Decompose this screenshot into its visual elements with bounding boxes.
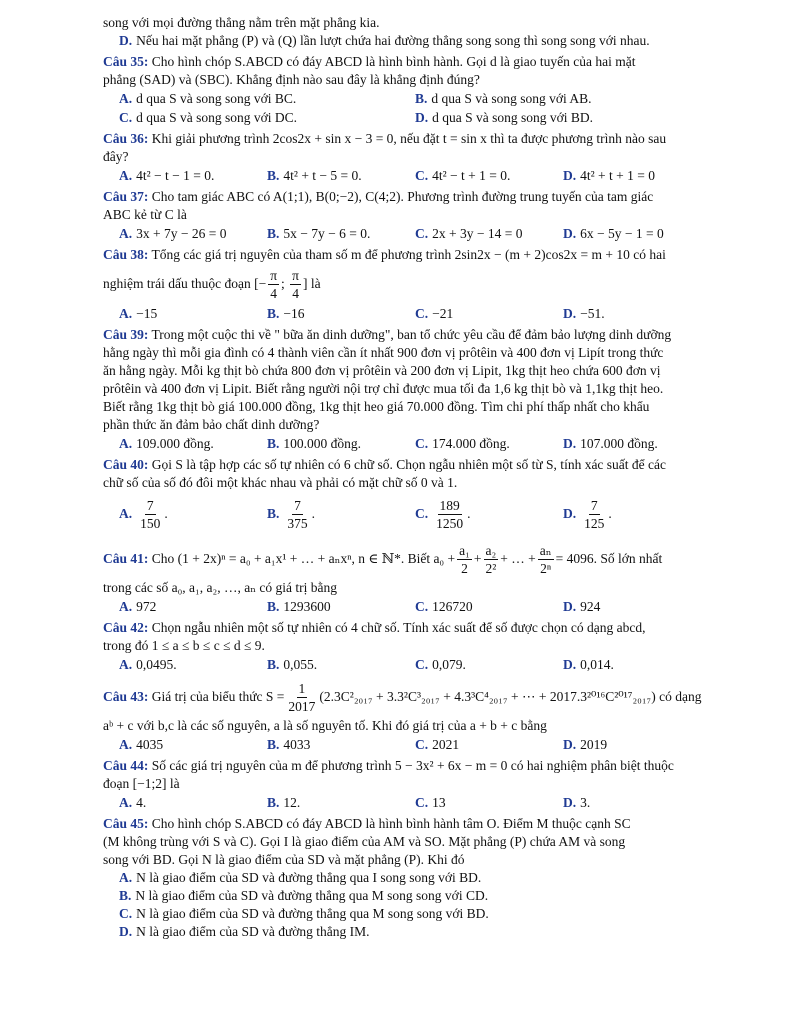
question-text-cont: song với BD. Gọi N là giao điểm của SD và mặt phẳng (P). Khi đó [103, 852, 465, 867]
question-42 [103, 619, 725, 674]
question-text: Cho hình chóp S.ABCD có đáy ABCD là hình bình hành. Gọi d là giao tuyến của hai mặt [151, 54, 636, 69]
option-a: A. 0,0495. [119, 657, 177, 672]
option-d: D. 924 [563, 599, 601, 614]
question-43: Câu 43: Giá trị của biểu thức S = $\frac{1}{2017}$ (2.3C²₂₀₁₇ + 3.3²C³₂₀₁₇ + 4.3³C⁴₂₀₁₇ + ⋯ + 2017.3²⁰¹⁶C²⁰¹⁷₂₀₁₇) có dạng aᵇ + c với b,c là các số nguyên, a là số nguyên tố. Khi đó giá trị của a + b + c bằng A. 4035 B. 4033 C. 2021 D. 2019 [103, 677, 725, 754]
question-39 [103, 326, 725, 453]
question-text-cont: ăn hằng ngày. Mỗi kg thịt bò chứa 800 đơn vị prôtêin và 200 đơn vị Lipit, 1kg thịt heo chứa 600 đơn vị [103, 363, 661, 378]
question-text-cont: trong các số a₀, a₁, a₂, …, aₙ có giá trị bằng [103, 580, 338, 595]
options-row [103, 735, 725, 754]
question-number: Câu 39: [103, 327, 149, 342]
question-44 [103, 757, 725, 812]
option-d: D. 4t² + t + 1 = 0 [563, 168, 656, 183]
option-d: D. $\frac{7}{125}$ . [563, 498, 612, 532]
option-a: A. 3x + 7y − 26 = 0 [119, 226, 227, 241]
exam-page [103, 14, 725, 941]
question-text-cont: đoạn [−1;2] là [103, 776, 180, 791]
option-b: B. 4t² + t − 5 = 0. [267, 168, 362, 183]
option-a: A. N là giao điểm của SD và đường thẳng qua I song song với BD. [119, 870, 482, 885]
question-text-cont: chữ số của số đó đôi một khác nhau và phải có mặt chữ số 0 và 1. [103, 475, 458, 490]
question-text-cont: hằng ngày thì mỗi gia đình có 4 thành viên cần ít nhất 900 đơn vị prôtêin và 400 đơn vị Lipít trong thức [103, 345, 664, 360]
option-c: C. 13 [415, 795, 446, 810]
question-text: Khi giải phương trình 2cos2x + sin x − 3 = 0, nếu đặt t = sin x thì ta được phương trình nào sau [151, 131, 667, 146]
question-41: Câu 41: Cho (1 + 2x)ⁿ = a₀ + a₁x¹ + … + aₙxⁿ, n ∈ ℕ*. Biết a₀ + $\frac{\text{a₁}}{2}$ + $\frac{\text{a₂}}{\text{2²}}$ + … + $\frac{\text{aₙ}}{\text{2ⁿ}}$ = 4096. Số lớn nhất trong các số a₀, a₁, a₂, …, aₙ có giá trị bằng A. 972 B. 1293600 C. 126720 D. 924 [103, 539, 725, 616]
option-d: D. 6x − 5y − 1 = 0 [563, 226, 664, 241]
option-b: B. $\frac{7}{375}$ . [267, 498, 316, 532]
option-c: C. 0,079. [415, 657, 466, 672]
options-row [103, 434, 725, 453]
option-c: C. N là giao điểm của SD và đường thẳng qua M song song với BD. [119, 906, 489, 921]
option-d: D. 2019 [563, 737, 608, 752]
question-text: Cho tam giác ABC có A(1;1), B(0;−2), C(4;2). Phương trình đường trung tuyến của tam giác [151, 189, 654, 204]
question-text-cont: aᵇ + c với b,c là các số nguyên, a là số nguyên tố. Khi đó giá trị của a + b + c bằng [103, 718, 547, 733]
question-text-cont: prôtêin và 400 đơn vị Lipit. Biết rằng người nội trợ chỉ được mua tối đa 1,6 kg thịt bò và 1,1kg thịt heo. [103, 381, 664, 396]
options-row [103, 166, 725, 185]
question-45 [103, 815, 725, 941]
option-c: C. $\frac{189}{1250}$ . [415, 498, 471, 532]
interval: [− $\frac{\pi}{4}$ ; $\frac{\pi}{4}$ ] [254, 268, 308, 302]
question-text: Trong một cuộc thi về " bữa ăn dinh dưỡng", ban tổ chức yêu cầu để đảm bảo lượng dinh dưỡng [151, 327, 672, 342]
option-b: B. 0,055. [267, 657, 318, 672]
option-d: D. d qua S và song song với BD. [415, 110, 594, 125]
options-row [103, 304, 725, 323]
option-a: A. 109.000 đồng. [119, 436, 214, 451]
question-38 [103, 246, 725, 323]
question-40 [103, 456, 725, 536]
question-36 [103, 130, 725, 185]
option-c: C. 174.000 đồng. [415, 436, 510, 451]
question-text: Tổng các giá trị nguyên của tham số m để phương trình 2sin2x − (m + 2)cos2x = m + 10 có hai [151, 247, 666, 262]
option-c: C. 4t² − t + 1 = 0. [415, 168, 511, 183]
question-number: Câu 40: [103, 457, 149, 472]
option-a: A. 4t² − t − 1 = 0. [119, 168, 215, 183]
question-text-cont: nghiệm trái dấu thuộc đoạn [− $\frac{\pi}{4}$ ; $\frac{\pi}{4}$ ] là [103, 268, 321, 302]
prev-question-tail: song với mọi đường thẳng nằm trên mặt phẳng kia. [103, 15, 380, 30]
option-a: A. −15 [119, 306, 158, 321]
question-text-cont: Biết rằng 1kg thịt bò giá 100.000 đồng, 1kg thịt heo giá 70.000 đồng. Tìm chi phí thấp nhất cho khẩu [103, 399, 650, 414]
option-text: Nếu hai mặt phẳng (P) và (Q) lần lượt chứa hai đường thẳng song song thì song song với nhau. [136, 33, 650, 48]
options-row [103, 793, 725, 812]
option-b: B. 5x − 7y − 6 = 0. [267, 226, 371, 241]
option-b: B. −16 [267, 306, 305, 321]
option-c: C. −21 [415, 306, 454, 321]
option-d: D. 3. [563, 795, 591, 810]
options-row [103, 492, 725, 536]
question-text-cont: phần thức ăn đảm bảo chất dinh dưỡng? [103, 417, 320, 432]
question-text: Giá trị của biểu thức S = [151, 689, 285, 704]
option-d: D. −51. [563, 306, 605, 321]
options-row-2 [103, 108, 725, 127]
question-text: Số các giá trị nguyên của m để phương trình 5 − 3x² + 6x − m = 0 có hai nghiệm phân biệt thuộc [151, 758, 674, 773]
options-row-1 [103, 89, 725, 108]
question-number: Câu 45: [103, 816, 149, 831]
question-number: Câu 44: [103, 758, 149, 773]
question-number: Câu 37: [103, 189, 149, 204]
question-number: Câu 35: [103, 54, 149, 69]
question-text: Chọn ngẫu nhiên một số tự nhiên có 4 chữ số. Tính xác suất để số được chọn có dạng abcd, [151, 620, 646, 635]
options-row [103, 597, 725, 616]
question-text: Cho hình chóp S.ABCD có đáy ABCD là hình bình hành tâm O. Điểm M thuộc cạnh SC [151, 816, 631, 831]
question-text-cont: trong đó 1 ≤ a ≤ b ≤ c ≤ d ≤ 9. [103, 638, 265, 653]
question-text: Cho (1 + 2x)ⁿ = a₀ + a₁x¹ + … + aₙxⁿ, n ∈ ℕ*. Biết a₀ + [151, 551, 456, 566]
question-text: Gọi S là tập hợp các số tự nhiên có 6 chữ số. Chọn ngẫu nhiên một số từ S, tính xác suất để các [151, 457, 667, 472]
option-c: C. 126720 [415, 599, 473, 614]
option-b: B. 4033 [267, 737, 311, 752]
option-d: D. 0,014. [563, 657, 614, 672]
option-a: A. d qua S và song song với BC. [119, 91, 297, 106]
option-b: B. 100.000 đồng. [267, 436, 362, 451]
question-number: Câu 36: [103, 131, 149, 146]
option-c: C. 2x + 3y − 14 = 0 [415, 226, 523, 241]
option-c: C. d qua S và song song với DC. [119, 110, 298, 125]
option-a: A. 4. [119, 795, 147, 810]
question-number: Câu 41: [103, 551, 149, 566]
option-label: D. [119, 33, 133, 48]
question-text-cont: đây? [103, 149, 129, 164]
question-number: Câu 42: [103, 620, 149, 635]
prev-option-d [103, 32, 725, 50]
question-text-cont: ABC kẻ từ C là [103, 207, 187, 222]
question-35 [103, 53, 725, 127]
question-number: Câu 38: [103, 247, 149, 262]
option-b: B. 1293600 [267, 599, 331, 614]
option-a: A. 972 [119, 599, 157, 614]
option-b: B. d qua S và song song với AB. [415, 91, 592, 106]
question-37 [103, 188, 725, 243]
option-b: B. N là giao điểm của SD và đường thẳng qua M song song với CD. [119, 888, 489, 903]
option-b: B. 12. [267, 795, 301, 810]
option-a: A. 4035 [119, 737, 164, 752]
option-d: D. N là giao điểm của SD và đường thẳng IM. [119, 924, 370, 939]
question-text-cont: phẳng (SAD) và (SBC). Khẳng định nào sau đây là khẳng định đúng? [103, 72, 480, 87]
options-row [103, 655, 725, 674]
option-a: A. $\frac{7}{150}$ . [119, 498, 168, 532]
option-c: C. 2021 [415, 737, 460, 752]
question-number: Câu 43: [103, 689, 149, 704]
options-row [103, 224, 725, 243]
question-text-cont: (M không trùng với S và C). Gọi I là giao điểm của AM và SO. Mặt phẳng (P) chứa AM và song [103, 834, 626, 849]
option-d: D. 107.000 đồng. [563, 436, 658, 451]
